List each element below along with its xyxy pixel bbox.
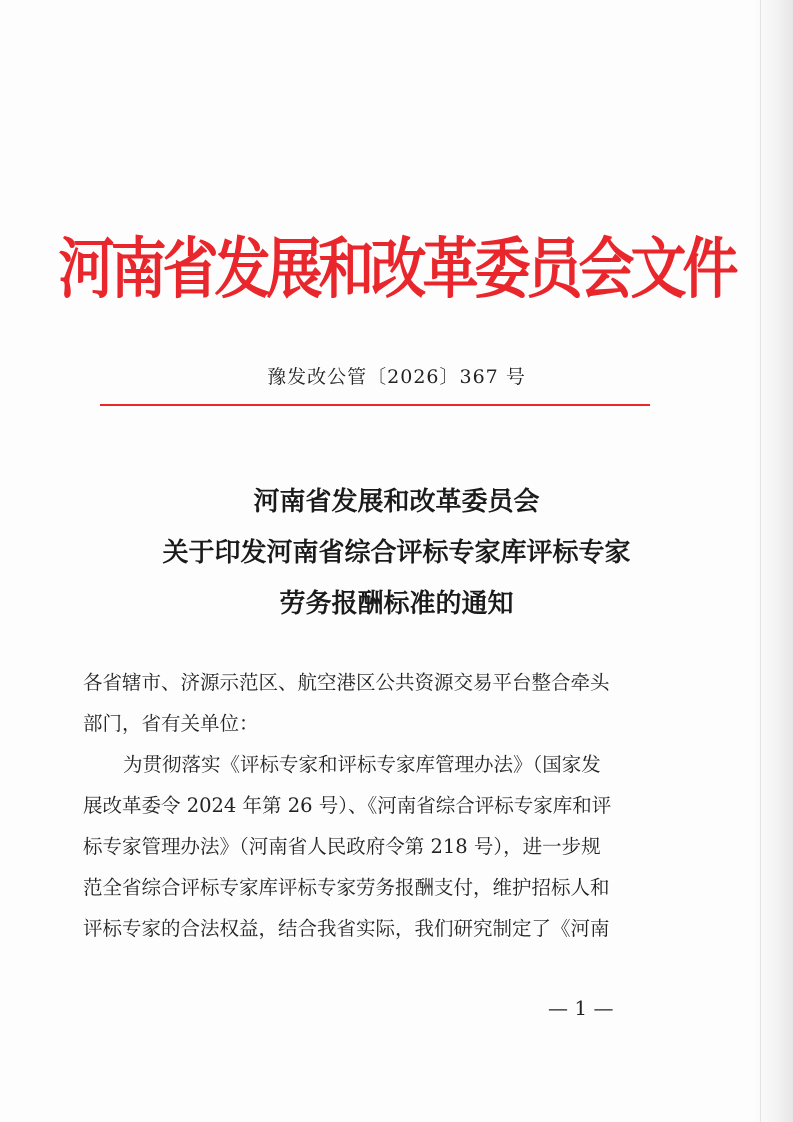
body-line: [83, 826, 663, 867]
body-line-text: 展改革委令 2024 年第 26 号）、《河南省综合评标专家库和评: [83, 794, 612, 817]
issuer-header: 河南省发展和改革委员会文件: [58, 230, 735, 309]
body-line: [83, 703, 663, 744]
title-line: 劳务报酬标准的通知: [279, 589, 514, 619]
body-line-text: 评标专家的合法权益，结合我省实际，我们研究制定了《河南: [83, 917, 610, 940]
body-line-text: 各省辖市、济源示范区、航空港区公共资源交易平台整合牵头: [83, 671, 610, 694]
body-line-text: 范全省综合评标专家库评标专家劳务报酬支付，维护招标人和: [83, 876, 610, 899]
document-body: [83, 662, 663, 949]
title-line: 关于印发河南省综合评标专家库评标专家: [162, 538, 631, 568]
body-line-text: 标专家管理办法》（河南省人民政府令第 218 号），进一步规: [83, 835, 601, 858]
document-number: 豫发改公管〔2026〕367 号: [267, 366, 526, 388]
document-title: [0, 477, 793, 630]
body-line: [83, 908, 663, 949]
body-line: [83, 744, 663, 785]
body-line: [83, 867, 663, 908]
red-separator-rule: [100, 404, 650, 406]
title-line: 河南省发展和改革委员会: [253, 487, 540, 517]
page-number: — 1 —: [548, 996, 614, 1020]
body-line-text: 部门，省有关单位：: [83, 712, 259, 735]
body-line-text: 为贯彻落实《评标专家和评标专家库管理办法》（国家发: [123, 753, 601, 776]
body-line: [83, 785, 663, 826]
body-line: [83, 662, 663, 703]
